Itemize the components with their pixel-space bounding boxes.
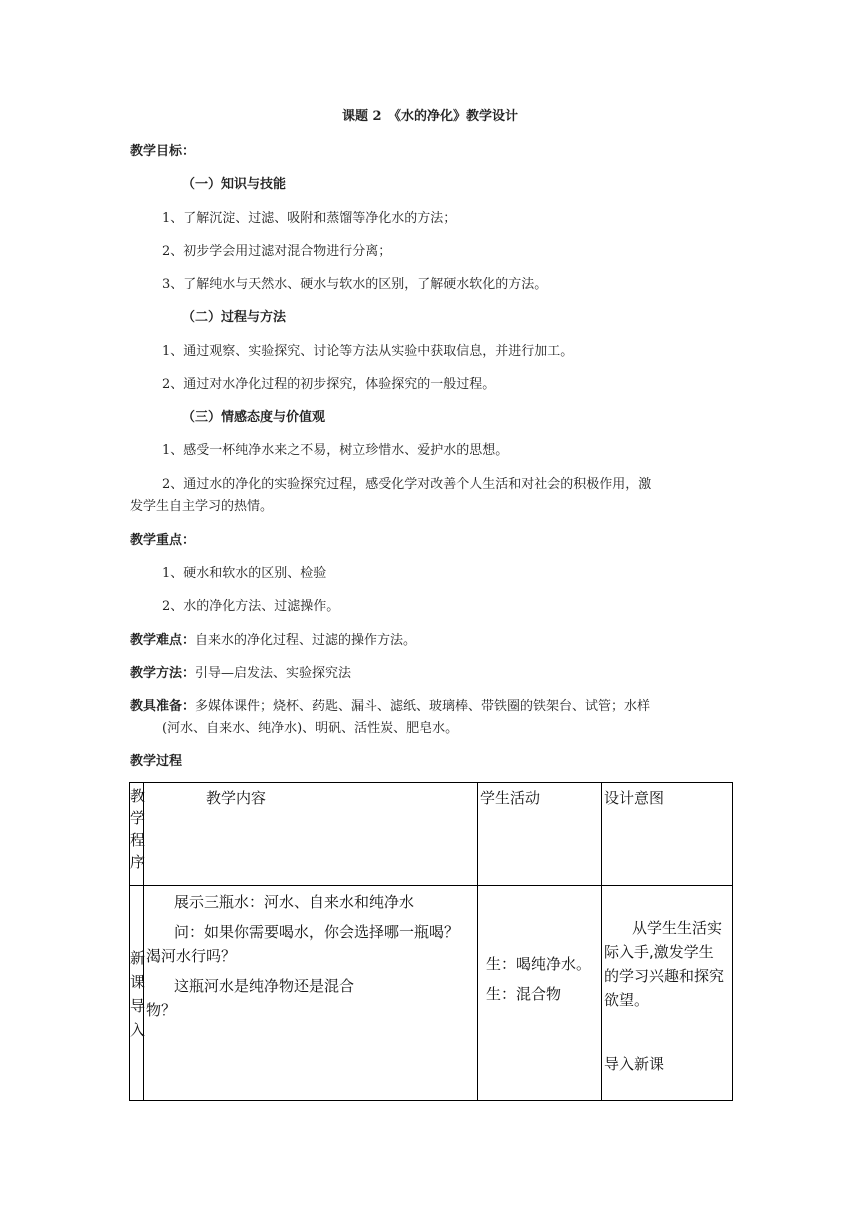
attitude-item-1: 1、感受一杯纯净水来之不易，树立珍惜水、爱护水的思想。 (162, 443, 509, 458)
content-line-3: 这瓶河水是纯净物还是混合物？ (146, 977, 355, 1019)
header-student-cell (478, 783, 602, 886)
row-content-cell (144, 886, 478, 1101)
intent-line-1: 从学生生活实际入手,激发学生的学习兴趣和探究欲望。 (604, 919, 725, 1009)
content-line-1: 展示三瓶水：河水、自来水和纯净水 (174, 893, 415, 911)
document-title: 课题 2 《水的净化》教学设计 (341, 109, 519, 124)
header-intent-cell (602, 783, 733, 886)
knowledge-item-3: 3、了解纯水与天然水、硬水与软水的区别，了解硬水软化的方法。 (162, 277, 548, 292)
method-label: 教学方法： (130, 666, 196, 681)
table-header-row (130, 783, 733, 886)
tools-label: 教具准备： (130, 699, 196, 714)
intent-line-2: 导入新课 (604, 1055, 665, 1073)
header-stage-cell (130, 783, 144, 886)
teaching-process-table (129, 782, 733, 1101)
content-line-2: 问：如果你需要喝水，你会选择哪一瓶喝？渴河水行吗？ (146, 923, 460, 965)
knowledge-item-1: 1、了解沉淀、过滤、吸附和蒸馏等净化水的方法； (162, 211, 457, 226)
header-intent: 设计意图 (604, 789, 665, 807)
difficulty-text: 自来水的净化过程、过滤的操作方法。 (195, 633, 417, 648)
key-points-heading: 教学重点： (130, 533, 196, 548)
row-student-cell (478, 886, 602, 1101)
section-attitude-heading: （三）情感态度与价值观 (182, 410, 326, 425)
key-point-2: 2、水的净化方法、过滤操作。 (162, 599, 340, 614)
header-content-cell (144, 783, 478, 886)
process-item-2: 2、通过对水净化过程的初步探究，体验探究的一般过程。 (162, 377, 496, 392)
header-content: 教学内容 (206, 789, 267, 807)
difficulty-label: 教学难点： (130, 633, 196, 648)
tools-text-line1: 多媒体课件；烧杯、药匙、漏斗、滤纸、玻璃棒、带铁圈的铁架台、试管；水样 (195, 699, 651, 714)
tools-text-line2: (河水、自来水、纯净水)、明矾、活性炭、肥皂水。 (162, 721, 459, 736)
student-line-1: 生：喝纯净水。 (486, 955, 592, 973)
table-row (130, 886, 733, 1101)
knowledge-item-2: 2、初步学会用过滤对混合物进行分离； (162, 244, 392, 259)
attitude-item-2-line1: 2、通过水的净化的实验探究过程，感受化学对改善个人生活和对社会的积极作用，激 (162, 477, 652, 492)
student-line-2: 生：混合物 (486, 985, 562, 1003)
method-text: 引导—启发法、实验探究法 (195, 666, 352, 681)
goals-heading: 教学目标： (130, 144, 196, 159)
row-stage-cell (130, 886, 144, 1101)
process-heading: 教学过程 (130, 754, 183, 769)
method-line (130, 665, 351, 683)
tools-line (130, 698, 650, 716)
row-intent-cell (602, 886, 733, 1101)
key-point-1: 1、硬水和软水的区别、检验 (162, 566, 327, 581)
section-process-heading: （二）过程与方法 (182, 310, 287, 325)
attitude-item-2-line2: 发学生自主学习的热情。 (130, 499, 274, 514)
difficulty-line (130, 632, 416, 650)
process-item-1: 1、通过观察、实验探究、讨论等方法从实验中获取信息，并进行加工。 (162, 344, 574, 359)
section-knowledge-heading: （一）知识与技能 (182, 177, 287, 192)
row-stage: 新课导入 (130, 949, 146, 1039)
header-student: 学生活动 (480, 789, 541, 807)
header-stage: 教学程序 (130, 787, 146, 871)
